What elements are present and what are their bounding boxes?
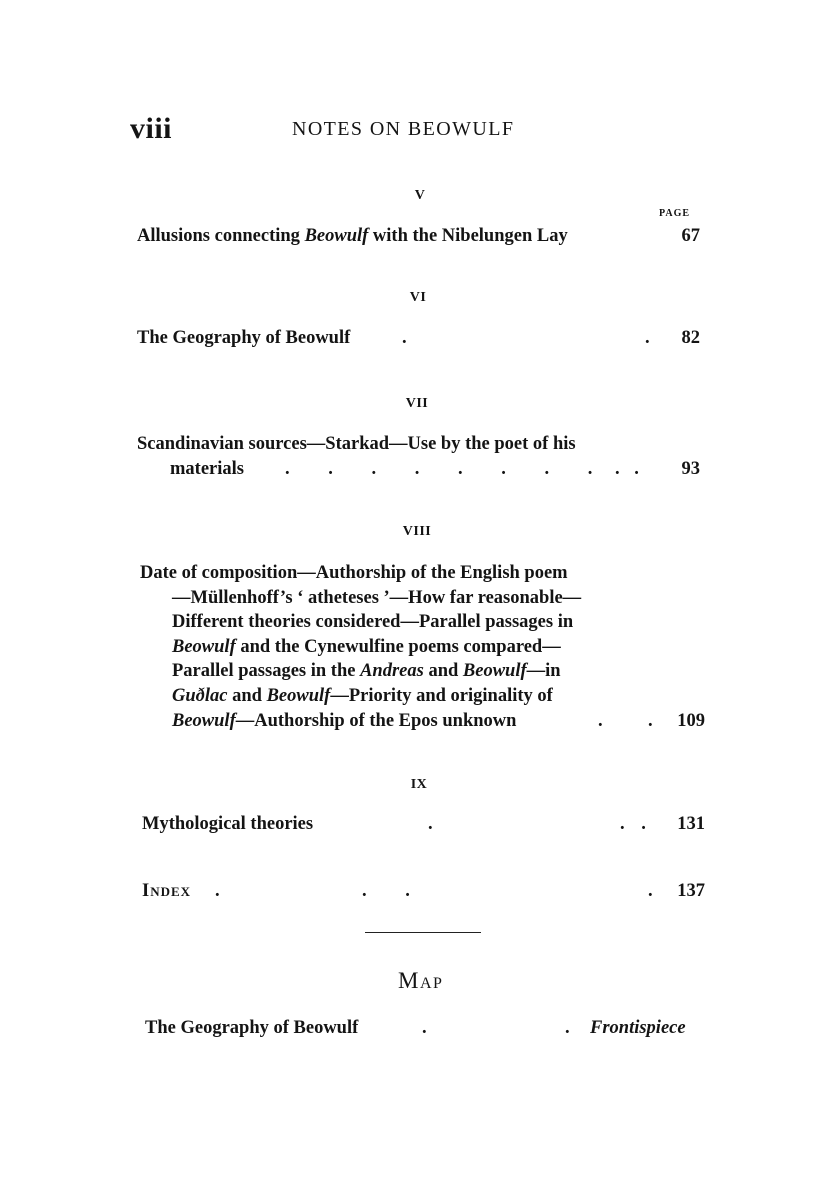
section-numeral-viii: VIII [402, 524, 432, 539]
toc-entry-viii-line4-italic: Beowulf [172, 637, 236, 657]
toc-entry-vii-line1: Scandinavian sources—Starkad—Use by the poet of his [137, 434, 576, 454]
toc-entry-index: Index [142, 881, 192, 901]
section-numeral-v: V [414, 188, 426, 203]
toc-page-vi: 82 [681, 328, 700, 348]
leader-dot: . [648, 881, 653, 901]
toc-entry-viii-line7-text: —Authorship of the Epos unknown [235, 711, 517, 731]
toc-entry-viii-line2: —Müllenhoff’s ‘ atheteses ’—How far reasonable— [172, 588, 582, 608]
toc-entry-v-italic: Beowulf [304, 226, 369, 246]
toc-entry-ix: Mythological theories [142, 814, 314, 834]
leader-dot: . [428, 814, 433, 834]
toc-page-ix: 131 [677, 814, 705, 834]
toc-entry-viii-line6-italic-a: Guðlac [172, 686, 228, 706]
section-numeral-vii: VII [405, 396, 429, 411]
toc-entry-viii-line6-text-c: —Priority and originality of [330, 686, 553, 706]
toc-entry-viii-line6 [172, 686, 553, 707]
section-divider [365, 932, 481, 933]
leader-dots: . . [615, 459, 639, 479]
toc-page-v: 67 [681, 226, 700, 246]
map-entry: The Geography of Beowulf [145, 1018, 359, 1038]
toc-entry-viii-line6-text-b: and [227, 686, 267, 706]
toc-entry-viii-line7 [172, 711, 516, 732]
running-title: NOTES ON BEOWULF [292, 118, 515, 140]
toc-page-vii: 93 [681, 459, 700, 479]
toc-entry-viii-line5-italic-a: Andreas [360, 661, 424, 681]
toc-page-index: 137 [677, 881, 705, 901]
toc-entry-v-text-a: Allusions connecting [137, 226, 305, 246]
page-column-heading: PAGE [659, 208, 691, 219]
toc-entry-v-text-b: with the Nibelungen Lay [368, 226, 568, 246]
toc-entry-viii-line5-text-c: —in [526, 661, 561, 681]
leader-dot: . [422, 1018, 427, 1038]
toc-entry-viii-line3: Different theories considered—Parallel passages in [172, 612, 574, 632]
leader-dot: . [598, 711, 603, 731]
map-location: Frontispiece [590, 1018, 686, 1038]
leader-dots: . . [620, 814, 646, 834]
toc-entry-viii-line5-text-a: Parallel passages in the [172, 661, 361, 681]
section-numeral-ix: IX [410, 777, 428, 792]
toc-entry-viii-line1: Date of composition—Authorship of the English poem [140, 563, 568, 583]
leader-dot: . [648, 711, 653, 731]
leader-dot: . [565, 1018, 570, 1038]
toc-entry-v [137, 226, 568, 247]
page-folio: viii [130, 112, 173, 145]
toc-entry-viii-line6-italic-b: Beowulf [266, 686, 331, 706]
map-heading [398, 968, 443, 994]
toc-entry-viii-line7-italic: Beowulf [172, 711, 236, 731]
toc-entry-vii-line2: materials [170, 459, 244, 479]
toc-entry-viii-line4 [172, 637, 561, 658]
leader-dot: . [402, 328, 407, 348]
toc-entry-viii-line5 [172, 661, 561, 682]
map-heading-text: Map [398, 968, 444, 993]
toc-page-viii: 109 [677, 711, 705, 731]
leader-dots: . . . . . . . . [285, 459, 593, 479]
toc-entry-viii-line4-text: and the Cynewulfine poems compared— [235, 637, 561, 657]
toc-entry-vi: The Geography of Beowulf [137, 328, 351, 348]
section-numeral-vi: VI [409, 290, 427, 305]
leader-dot: . [215, 881, 220, 901]
leader-dots: . . [362, 881, 410, 901]
toc-entry-viii-line5-italic-b: Beowulf [462, 661, 527, 681]
leader-dot: . [645, 328, 650, 348]
toc-entry-viii-line5-text-b: and [423, 661, 463, 681]
